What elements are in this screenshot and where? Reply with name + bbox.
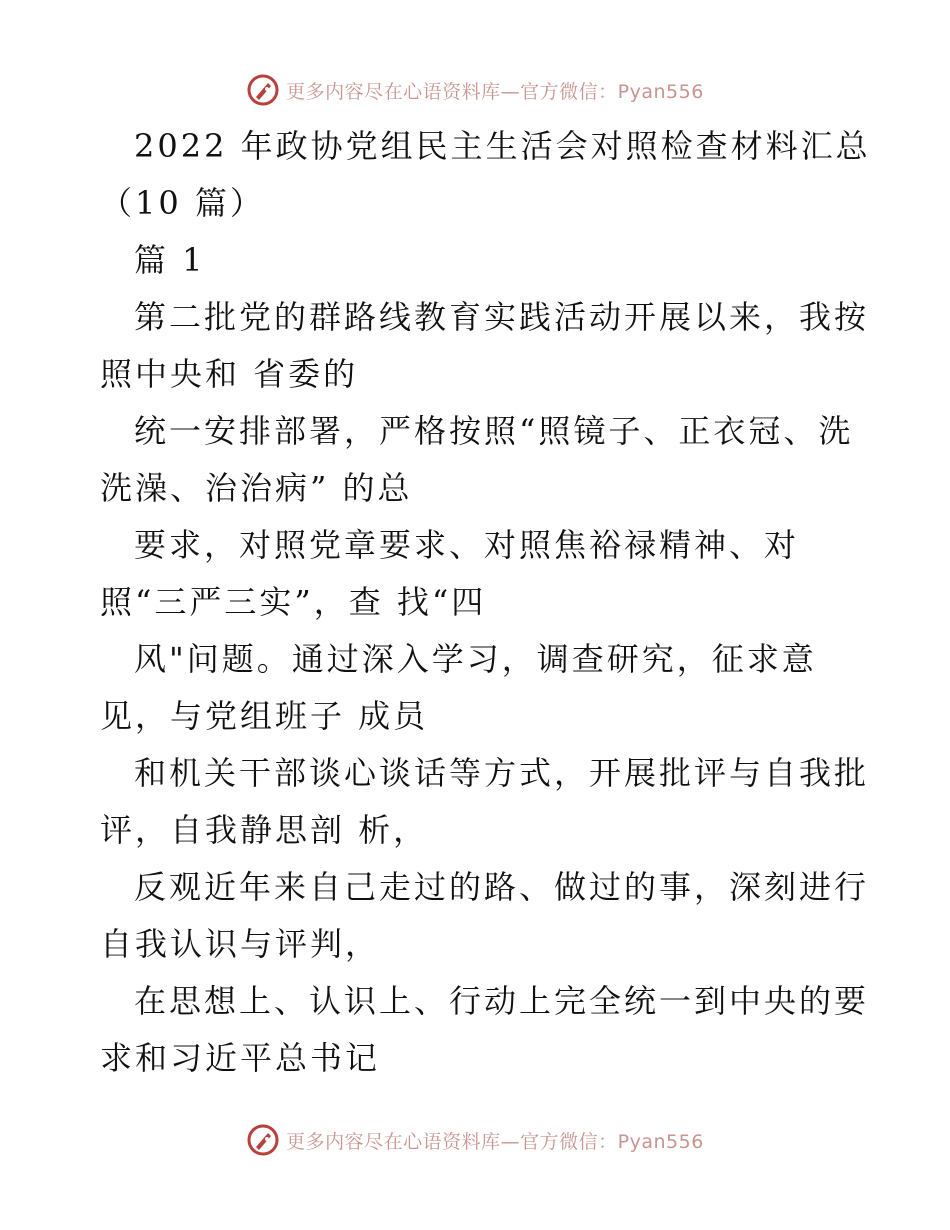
paragraph-line: 和机关干部谈心谈话等方式，开展批评与自我批 xyxy=(134,754,870,792)
paragraph-line: 第二批党的群路线教育实践活动开展以来，我按 xyxy=(134,298,870,336)
paragraph-line: 求和习近平总书记 xyxy=(100,1039,381,1077)
paragraph-line: 照中央和 省委的 xyxy=(100,355,359,393)
pen-nib-logo-icon xyxy=(246,73,280,107)
document-title: 2022 年政协党组民主生活会对照检查材料汇总 xyxy=(134,127,871,165)
document-subtitle: （10 篇） xyxy=(100,184,265,222)
document-body xyxy=(100,118,871,1087)
paragraph-line: 要求，对照党章要求、对照焦裕禄精神、对 xyxy=(134,526,800,564)
paragraph-line: 风"问题。通过深入学习，调查研究，征求意 xyxy=(134,640,817,678)
section-heading: 篇 1 xyxy=(134,241,206,279)
paragraph-line: 自我认识与评判， xyxy=(100,925,381,963)
paragraph-line: 反观近年来自己走过的路、做过的事，深刻进行 xyxy=(134,868,870,906)
paragraph-line: 评，自我静思剖 析， xyxy=(100,811,429,849)
paragraph-line: 照“三严三实”，查 找“四 xyxy=(100,583,487,621)
watermark-text: 更多内容尽在心语资料库—官方微信：Pyan556 xyxy=(286,80,704,103)
paragraph-line: 见，与党组班子 成员 xyxy=(100,697,429,735)
paragraph-line: 洗澡、治治病” 的总 xyxy=(100,469,413,507)
header-watermark xyxy=(0,70,950,110)
paragraph-line: 统一安排部署，严格按照“照镜子、正衣冠、洗 xyxy=(134,412,854,450)
paragraph-line: 在思想上、认识上、行动上完全统一到中央的要 xyxy=(134,982,870,1020)
watermark-text: 更多内容尽在心语资料库—官方微信：Pyan556 xyxy=(286,1130,704,1153)
footer-watermark xyxy=(0,1120,950,1160)
pen-nib-logo-icon xyxy=(246,1123,280,1157)
